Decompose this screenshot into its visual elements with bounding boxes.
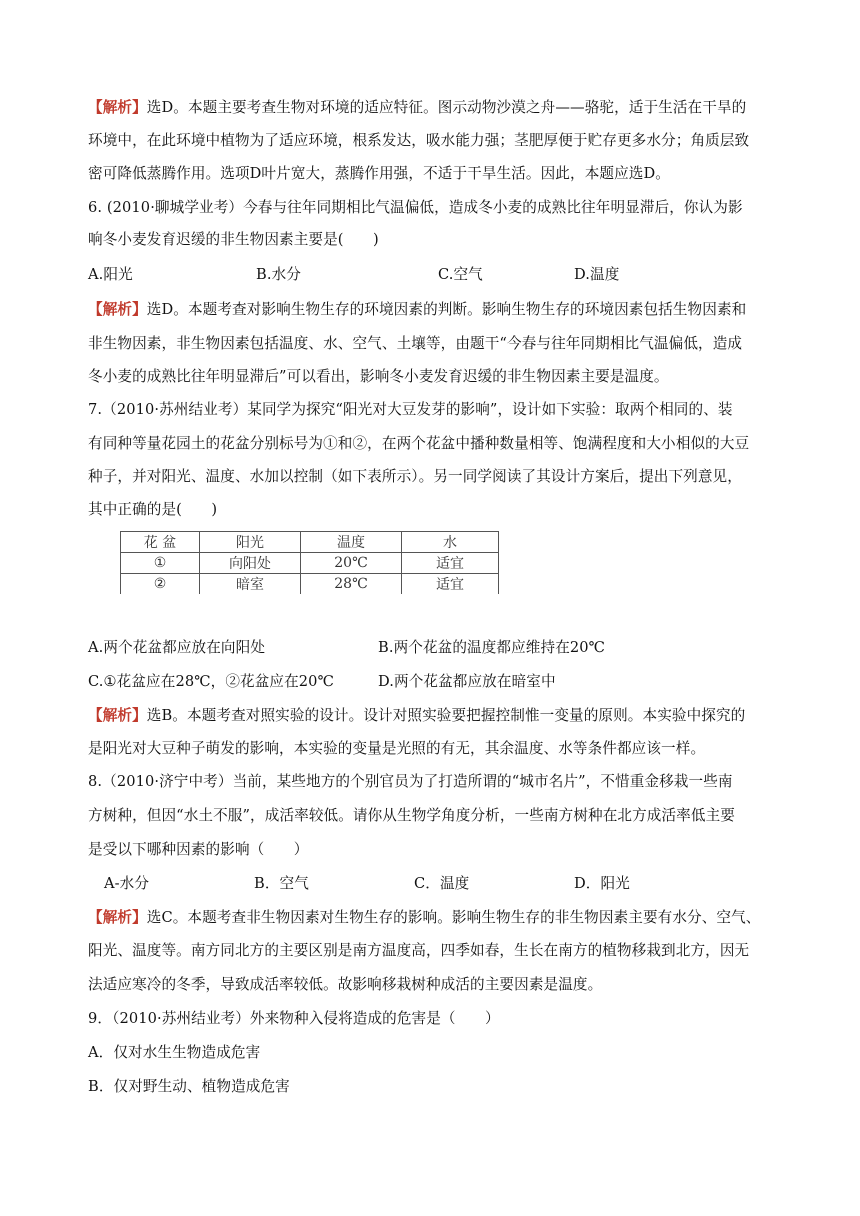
option-6b: B.水分	[256, 266, 301, 283]
question-8-line-1: 8.（2010·济宁中考）当前，某些地方的个别官员为了打造所谓的“城市名片”，不惜重金移栽一些南	[88, 773, 733, 790]
table-cell: 适宜	[402, 574, 499, 595]
option-6a: A.阳光	[88, 266, 133, 283]
question-6-line-1: 6. (2010·聊城学业考）今春与往年同期相比气温偏低，造成冬小麦的成熟比往年明显滞后，你认为影	[88, 199, 743, 216]
analysis-8-line-2: 阳光、温度等。南方同北方的主要区别是南方温度高，四季如春，生长在南方的植物移栽到北方，因无	[88, 942, 750, 959]
option-8c: C．温度	[414, 875, 470, 892]
question-6-line-2: 响冬小麦发育迟缓的非生物因素主要是( )	[88, 231, 379, 248]
table-header: 花 盆	[121, 532, 200, 553]
option-6d: D.温度	[574, 266, 620, 283]
analysis-5-line-3: 密可降低蒸腾作用。选项D叶片宽大，蒸腾作用强，不适于干旱生活。因此，本题应选D。	[88, 165, 670, 182]
table-cell: 暗室	[200, 574, 301, 595]
option-8d: D．阳光	[574, 875, 630, 892]
analysis-6-line-1: 【解析】选D。本题考查对影响生物生存的环境因素的判断。影响生物生存的环境因素包括生物因素和	[88, 301, 747, 318]
analysis-6-line-2: 非生物因素，非生物因素包括温度、水、空气、土壤等，由题干“今春与往年同期相比气温偏低，造成	[88, 335, 743, 352]
question-8-options	[104, 874, 630, 894]
analysis-5-line-1: 【解析】选D。本题主要考查生物对环境的适应特征。图示动物沙漠之舟——骆驼，适于生活在干旱的	[88, 99, 747, 116]
analysis-7-line-2: 是阳光对大豆种子萌发的影响，本实验的变量是光照的有无，其余温度、水等条件都应该一样。	[88, 740, 706, 757]
question-7-line-3: 种子，并对阳光、温度、水加以控制（如下表所示）。另一同学阅读了其设计方案后，提出下列意见，	[88, 468, 742, 485]
analysis-tag: 【解析】	[88, 99, 147, 116]
option-6c: C.空气	[438, 266, 483, 283]
table-cell: 28℃	[301, 574, 402, 595]
analysis-8-line-3: 法适应寒冷的冬季，导致成活率较低。故影响移栽树种成活的主要因素是温度。	[88, 976, 603, 993]
analysis-tag: 【解析】	[88, 707, 147, 724]
question-7-options-row-2	[88, 672, 556, 692]
experiment-table-image	[118, 529, 502, 594]
option-9a: A．仅对水生生物造成危害	[88, 1044, 261, 1061]
table-cell: ①	[121, 553, 200, 574]
question-7-line-4: 其中正确的是( )	[88, 501, 218, 518]
table-cell: 20℃	[301, 553, 402, 574]
question-9-line-1: 9．（2010·苏州结业考）外来物种入侵将造成的危害是（ ）	[88, 1010, 500, 1027]
table-cell: 适宜	[402, 553, 499, 574]
question-7-line-2: 有同种等量花园土的花盆分别标号为①和②，在两个花盆中播种数量相等、饱满程度和大小相似的大豆	[88, 435, 750, 452]
option-7d: D.两个花盆都应放在暗室中	[378, 673, 556, 690]
option-7c: C.①花盆应在28℃，②花盆应在20℃	[88, 673, 334, 690]
question-7-options-row-1	[88, 638, 605, 658]
analysis-8-line-1: 【解析】选C。本题考查非生物因素对生物生存的影响。影响生物生存的非生物因素主要有水分、空气、	[88, 909, 761, 926]
table-row	[121, 553, 499, 574]
table-row	[121, 574, 499, 595]
analysis-7-line-1: 【解析】选B。本题考查对照实验的设计。设计对照实验要把握控制惟一变量的原则。本实验中探究的	[88, 707, 746, 724]
option-7a: A.两个花盆都应放在向阳处	[88, 639, 266, 656]
option-8b: B．空气	[254, 875, 309, 892]
experiment-table	[120, 531, 499, 594]
analysis-tag: 【解析】	[88, 301, 147, 318]
question-6-options	[88, 265, 619, 285]
question-8-line-2: 方树种，但因“水土不服”，成活率较低。请你从生物学角度分析，一些南方树种在北方成活率低主要	[88, 807, 735, 824]
analysis-6-line-3: 冬小麦的成熟比往年明显滞后”可以看出，影响冬小麦发育迟缓的非生物因素主要是温度。	[88, 368, 669, 385]
table-header: 阳光	[200, 532, 301, 553]
table-header-row	[121, 532, 499, 553]
table-cell: 向阳处	[200, 553, 301, 574]
question-7-line-1: 7.（2010·苏州结业考）某同学为探究“阳光对大豆发芽的影响”，设计如下实验：取两个相同的、装	[88, 401, 733, 418]
option-8a: A-水分	[104, 875, 150, 892]
analysis-tag: 【解析】	[88, 909, 147, 926]
table-cell: ②	[121, 574, 200, 595]
table-header: 水	[402, 532, 499, 553]
option-7b: B.两个花盆的温度都应维持在20℃	[378, 639, 606, 656]
analysis-5-line-2: 环境中，在此环境中植物为了适应环境，根系发达，吸水能力强；茎肥厚便于贮存更多水分；角质层致	[88, 132, 750, 149]
table-header: 温度	[301, 532, 402, 553]
question-8-line-3: 是受以下哪种因素的影响（ ）	[88, 841, 309, 858]
option-9b: B．仅对野生动、植物造成危害	[88, 1078, 290, 1095]
